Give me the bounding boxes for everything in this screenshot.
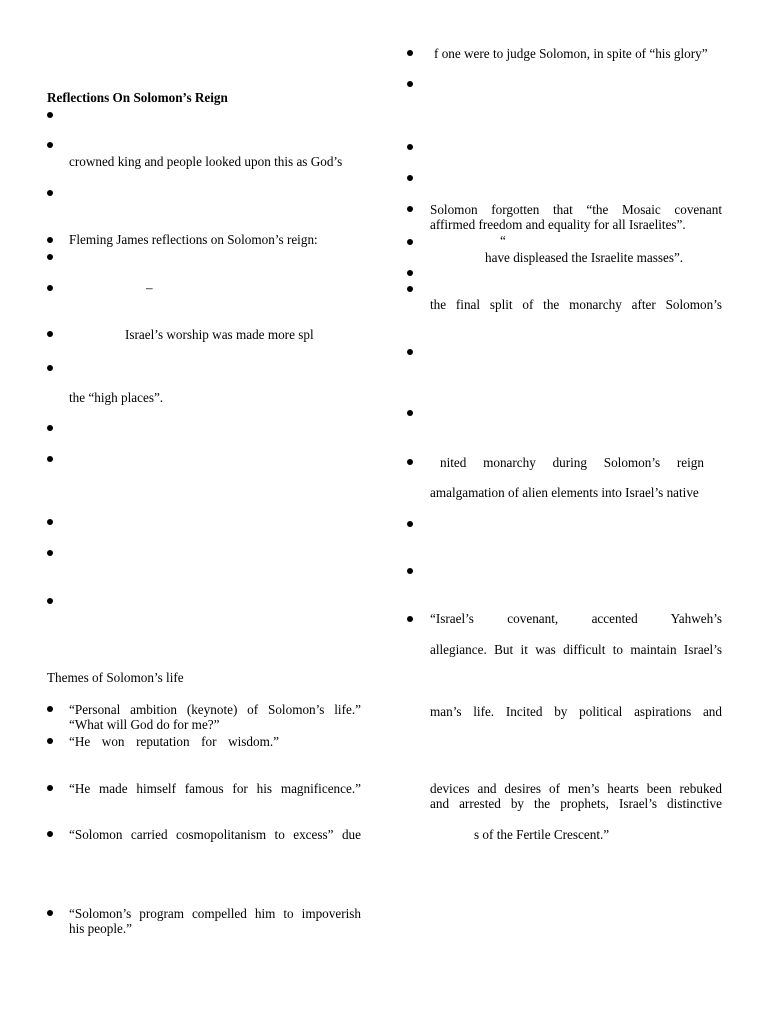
bullet: [46, 186, 54, 201]
text-line: f one were to judge Solomon, in spite of “his glory”: [434, 46, 708, 61]
bullet: [406, 46, 414, 61]
bullet: [406, 564, 414, 579]
bullet: [406, 140, 414, 155]
bullet: [46, 138, 54, 153]
theme-item-line: his people.”: [69, 921, 132, 936]
bullet: [406, 455, 414, 470]
text-line: devices and desires of men’s hearts been rebuked: [430, 781, 722, 796]
bullet: [406, 406, 414, 421]
bullet: [46, 452, 54, 467]
text-line: –: [146, 280, 153, 295]
bullet: [406, 202, 414, 217]
text-line: man’s life. Incited by political aspirations and: [430, 704, 722, 719]
bullet: [46, 233, 54, 248]
theme-item-line: “Solomon carried cosmopolitanism to excess” due: [69, 827, 361, 842]
text-line: Solomon forgotten that “the Mosaic covenant: [430, 202, 722, 217]
bullet: [46, 594, 54, 609]
text-line: s of the Fertile Crescent.”: [474, 827, 610, 842]
bullet: [46, 546, 54, 561]
bullet: [46, 421, 54, 436]
text-line: amalgamation of alien elements into Israel’s native: [430, 485, 699, 500]
text-line: the final split of the monarchy after Solomon’s: [430, 297, 722, 312]
text-line: nited monarchy during Solomon’s reign: [440, 455, 704, 470]
bullet: [46, 702, 54, 717]
bullet: [406, 171, 414, 186]
bullet: [406, 345, 414, 360]
bullet: [406, 266, 414, 281]
bullet: [46, 734, 54, 749]
text-line: Israel’s worship was made more spl: [125, 327, 314, 342]
bullet: [46, 250, 54, 265]
text-line: “: [500, 233, 506, 248]
bullet: [46, 515, 54, 530]
section-heading-themes: Themes of Solomon’s life: [47, 670, 184, 685]
bullet: [46, 781, 54, 796]
theme-item-line: “He won reputation for wisdom.”: [69, 734, 279, 749]
text-line: have displeased the Israelite masses”.: [485, 250, 684, 265]
bullet: [406, 517, 414, 532]
bullet: [406, 77, 414, 92]
theme-item-line: “Solomon’s program compelled him to impoverish: [69, 906, 361, 921]
text-line: crowned king and people looked upon this as God’s: [69, 154, 343, 169]
theme-item-line: “He made himself famous for his magnificence.”: [69, 781, 361, 796]
theme-item-line: “What will God do for me?”: [69, 717, 220, 732]
bullet: [46, 361, 54, 376]
text-line: Fleming James reflections on Solomon’s reign:: [69, 232, 318, 247]
section-heading-reflections: Reflections On Solomon’s Reign: [47, 90, 228, 105]
bullet: [406, 282, 414, 297]
bullet: [46, 827, 54, 842]
bullet: [406, 612, 414, 627]
bullet: [406, 235, 414, 250]
text-line: and arrested by the prophets, Israel’s distinctive: [430, 796, 722, 811]
text-line: allegiance. But it was difficult to maintain Israel’s: [430, 642, 722, 657]
theme-item-line: “Personal ambition (keynote) of Solomon’s life.”: [69, 702, 361, 717]
bullet: [46, 108, 54, 123]
text-line: the “high places”.: [69, 390, 164, 405]
text-line: “Israel’s covenant, accented Yahweh’s: [430, 611, 722, 626]
text-line: affirmed freedom and equality for all Israelites”.: [430, 217, 686, 232]
bullet: [46, 281, 54, 296]
bullet: [46, 906, 54, 921]
bullet: [46, 327, 54, 342]
